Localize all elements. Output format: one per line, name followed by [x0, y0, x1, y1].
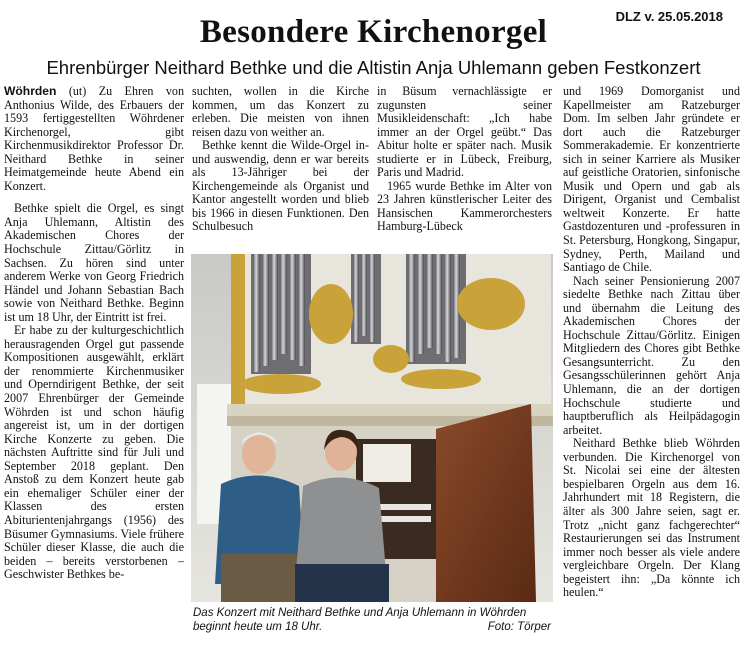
paragraph: in Büsum vernachlässigte er zugunsten seiner Musikleidenschaft: „Ich habe immer an der Orgel geübt.“ Das Abitur holte er später nach. Musik studierte er in Lübeck, Freiburg, Paris und Madrid. [377, 85, 552, 180]
paragraph: suchten, wollen in die Kirche kommen, um das Konzert zu erleben. Die meisten von ihnen reisen dazu von weither an. [192, 85, 369, 139]
headline: Besondere Kirchenorgel [199, 14, 548, 50]
paragraph: Nach seiner Pensionierung 2007 siedelte Bethke nach Zittau über und übernahm die Leitung des Akademischen Chores der Hochschule Zittau/Görlitz. Einigen Mitgliedern des Chores gibt Bethke Gesangsunterricht. Zu den Gesangsschülerinnen gehört Anja Uhlemann, die an der dortigen Hochschule studierte und hauptberuflich als Heilpädagogin arbeitet. [563, 273, 740, 437]
article-column-3 [377, 85, 552, 240]
article-column-2 [192, 85, 369, 240]
caption-text: Das Konzert mit Neithard Bethke und Anja Uhlemann in Wöhrden beginnt heute um 18 Uhr. [193, 607, 527, 633]
lead-text: (ut) Zu Ehren von Anthonius Wilde, des Erbauers der 1593 fertiggestellten Wöhrdener Kirchenorgel, gibt Kirchenmusikdirektor Professor Dr. Neithard Bethke in seiner Heimatgemeinde heute Abend ein Konzert. [4, 85, 184, 193]
paragraph: Bethke spielt die Orgel, es singt Anja Uhlemann, Altistin des Akademischen Chores der Hochschule Zittau/Görlitz in Sachsen. Zu hören sind unter anderem Werke von Georg Friedrich Händel und Johann Sebastian Bach sowie von Neithard Bethke. Beginn ist um 18 Uhr, der Eintritt ist frei. [4, 201, 184, 324]
lead-paragraph [4, 85, 184, 193]
article-column-4 [563, 85, 740, 661]
organ-photo-illustration [191, 254, 553, 602]
dateline: Wöhrden [4, 85, 57, 98]
source-label: DLZ v. 25.05.2018 [615, 9, 723, 24]
paragraph: Bethke kennt die Wilde-Orgel in- und auswendig, denn er war bereits als 13-Jähriger bei der Kirchengemeinde als Organist und Kantor angestellt worden und blieb bis 1966 in diesen Funktionen. Den Schulbesuch [192, 138, 369, 234]
paragraph: 1965 wurde Bethke im Alter von 23 Jahren künstlerischer Leiter des Hansischen Kammerorchesters Hamburg-Lübeck [377, 178, 552, 234]
organ-photo [191, 254, 553, 602]
photo-caption [193, 606, 553, 634]
paragraph: Neithard Bethke blieb Wöhrden verbunden. Die Kirchenorgel von St. Nicolai sei eine der ältesten bespielbaren Orgeln aus dem 16. Jahrhundert mit 18 Registern, die älter als 300 Jahre seien, sagt er. Trotz „nicht ganz fachgerechter“ Restaurierungen sei das Instrument immer noch besser als viele andere vergleichbare Orgeln. Der Klang begeistert ihn: „Da könnte ich heulen.“ [563, 436, 740, 600]
article-column-1 [4, 85, 184, 661]
photo-credit: Foto: Törper [487, 621, 551, 633]
paragraph: Er habe zu der kulturgeschichtlich herausragenden Orgel gut passende Kompositionen ausgewählt, erklärt der renommierte Kirchenmusiker und Operndirigent Bethke, der seit 2007 Ehrenbürger der Gemeinde Wöhrden ist und schon häufig angereist ist, um in der dortigen Kirche Konzerte zu geben. Die nächsten Auftritte sind für Juli und September 2018 geplant. Den Anstoß zu dem Konzert heute gab ein ehemaliger Schüler einer der Klassen des ersten Abiturientenjahrgangs (1956) des Büsumer Gymnasiums. Viele frühere Schüler dieser Klasse, die auch die beiden – bereits verstorbenen – Geschwister Bethkes be- [4, 323, 184, 582]
subheadline: Ehrenbürger Neithard Bethke und die Altistin Anja Uhlemann geben Festkonzert [46, 57, 701, 78]
paragraph: und 1969 Domorganist und Kapellmeister am Ratzeburger Dom. Im selben Jahr gründete er dort auch die Ratzeburger Sommerakademie. Er konzentrierte sich in seiner Karriere als Musiker auf geistliche Oratorien, sinfonische Musik und Opern und gab als Dirigent, Organist und Cembalist weltweit Konzerte. Er hatte Gastdozenturen und -professuren in St. Petersburg, Hongkong, Singapur, Sydney, Perth, Mailand und Santiago de Chile. [563, 85, 740, 275]
